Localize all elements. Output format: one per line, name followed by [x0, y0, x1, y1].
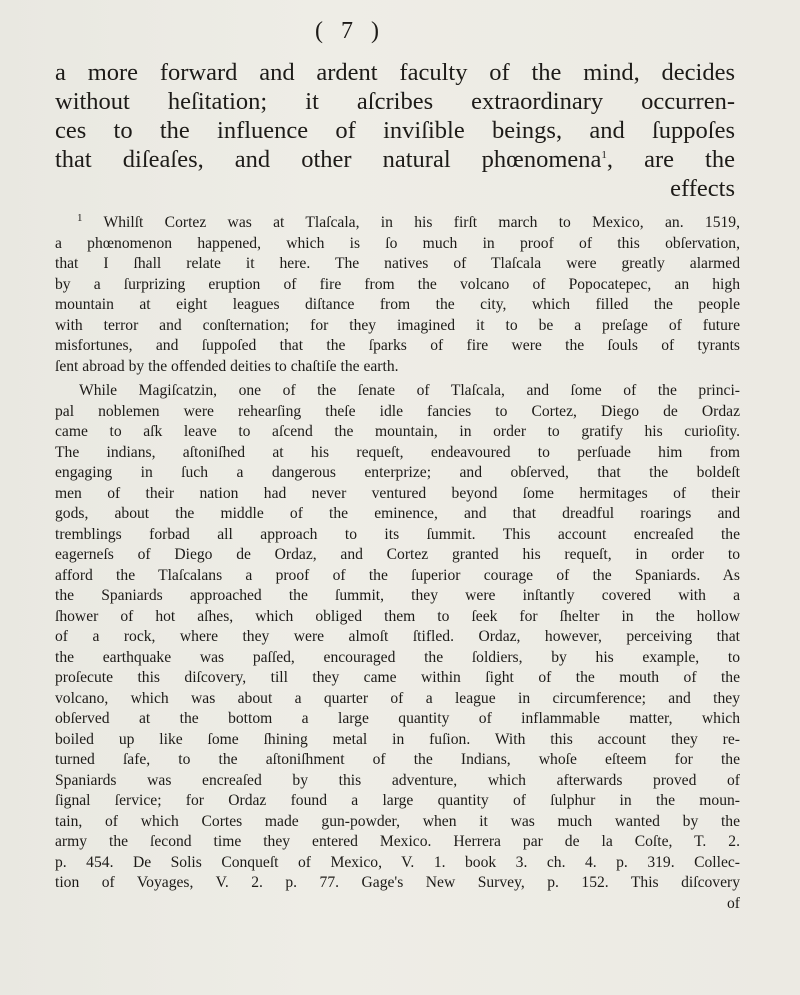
footnote-line: proſecute this diſcovery, till they came within ſight of the mouth of the	[55, 669, 740, 686]
footnote-line: ſignal ſervice; for Ordaz found a large quantity of ſulphur in the moun-	[55, 792, 740, 809]
footnote-line: tremblings forbad all approach to its ſummit. This account encreaſed the	[55, 525, 740, 543]
footnote-line: Spaniards was encreaſed by this adventure, which afterwards proved of	[55, 771, 740, 789]
footnote-1	[55, 213, 740, 377]
footnote-line-text: Whilſt Cortez was at Tlaſcala, in his firſt march to Mexico, an. 1519,	[103, 214, 740, 231]
footnote-line: tion of Voyages, V. 2. p. 77. Gage's New Survey, p. 152. This diſcovery	[55, 874, 740, 891]
footnote-reference: 1	[601, 148, 607, 161]
main-line-with-footnote-ref	[55, 145, 735, 174]
main-line-text: that diſeaſes, and other natural phœnomena	[55, 146, 602, 173]
footnote-line: pal noblemen were rehearſing theſe idle fancies to Cortez, Diego de Ordaz	[55, 402, 740, 420]
footnote-line: turned ſafe, to the aſtoniſhment of the Indians, whoſe eſteem for the	[55, 751, 740, 768]
catchword: of	[727, 894, 740, 912]
footnote-line: misfortunes, and ſuppoſed that the ſparks of fire were the ſouls of tyrants	[55, 337, 740, 354]
footnote-line: with terror and conſternation; for they imagined it to be a preſage of future	[55, 316, 740, 334]
footnote-line: the earthquake was paſſed, encouraged the ſoldiers, by his example, to	[55, 648, 740, 666]
footnote-line: the Spaniards approached the ſummit, they were inſtantly covered with a	[55, 587, 740, 604]
footnote-line: The indians, aſtoniſhed at his requeſt, endeavoured to perſuade him from	[55, 443, 740, 461]
catchword: effects	[670, 175, 735, 202]
footnote-line: mountain at eight leagues diſtance from the city, which filled the people	[55, 296, 740, 313]
main-paragraph	[55, 58, 735, 203]
main-line: ces to the influence of inviſible beings, and ſuppoſes	[55, 117, 735, 144]
footnote-continuation	[55, 381, 740, 914]
footnote-line: came to aſk leave to aſcend the mountain, in order to gratify his curioſity.	[55, 423, 740, 440]
footnote-line: ſhower of hot aſhes, which obliged them to ſeek for ſhelter in the hollow	[55, 607, 740, 625]
footnote-line: boiled up like ſome ſhining metal in fuſion. With this account they re-	[55, 730, 740, 748]
footnote-line: by a ſurprizing eruption of fire from the volcano of Popocatepec, an high	[55, 275, 740, 293]
footnote-line: obſerved at the bottom a large quantity of inflammable matter, which	[55, 710, 740, 727]
footnote-line: of a rock, where they were almoſt ſtifled. Ordaz, however, perceiving that	[55, 628, 740, 645]
footnote-line: army the ſecond time they entered Mexico. Herrera par de la Coſte, T. 2.	[55, 833, 740, 850]
footnote-line: volcano, which was about a quarter of a league in circumference; and they	[55, 689, 740, 707]
footnote-line: afford the Tlaſcalans a proof of the ſuperior courage of the Spaniards. As	[55, 566, 740, 584]
footnote-line: ſent abroad by the offended deities to chaſtiſe the earth.	[55, 357, 399, 375]
main-line: a more forward and ardent faculty of the mind, decides	[55, 59, 735, 86]
footnote-line: engaging in ſuch a dangerous enterprize; and obſerved, that the boldeſt	[55, 464, 740, 481]
footnote-line: While Magiſcatzin, one of the ſenate of Tlaſcala, and ſome of the princi-	[79, 382, 740, 399]
footnote-line: men of their nation had never ventured beyond ſome hermitages of their	[55, 484, 740, 502]
footnote-marker: 1	[77, 211, 83, 224]
page-number: ( 7 )	[315, 18, 385, 44]
footnote-line	[55, 213, 740, 234]
footnote-line: that I ſhall relate it here. The natives of Tlaſcala were greatly alarmed	[55, 255, 740, 272]
main-line-suffix: , are the	[606, 146, 735, 173]
main-line: without heſitation; it aſcribes extraordinary occurren-	[55, 88, 735, 115]
footnote-line: gods, about the middle of the eminence, and that dreadful roarings and	[55, 505, 740, 522]
footnote-line: eagerneſs of Diego de Ordaz, and Cortez granted his requeſt, in order to	[55, 546, 740, 563]
footnote-line: a phœnomenon happened, which is ſo much in proof of this obſervation,	[55, 234, 740, 252]
footnote-line: tain, of which Cortes made gun-powder, when it was much wanted by the	[55, 812, 740, 830]
footnote-line: p. 454. De Solis Conqueſt of Mexico, V. 1. book 3. ch. 4. p. 319. Collec-	[55, 853, 740, 871]
